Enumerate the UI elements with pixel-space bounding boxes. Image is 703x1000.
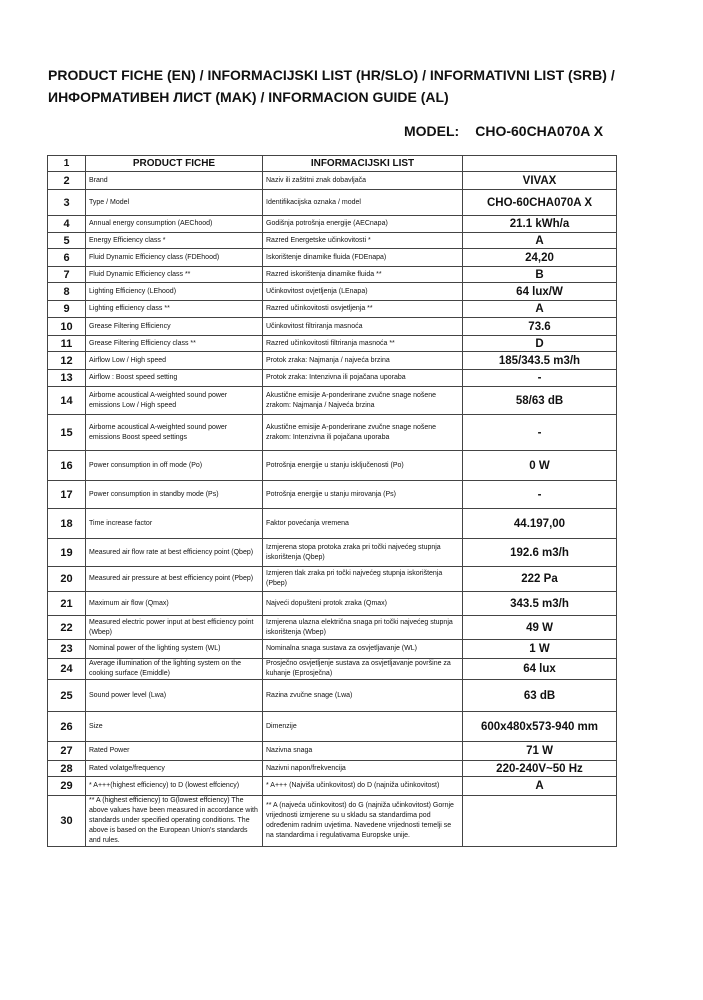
row-number: 20: [48, 567, 86, 592]
table-row: [48, 233, 617, 249]
row-number: 12: [48, 352, 86, 370]
row-value: 192.6 m3/h: [463, 539, 617, 567]
row-label-en: Grease Filtering Efficiency: [86, 318, 263, 336]
row-label-hr: Razred Energetske učinkovitosti *: [263, 233, 463, 249]
row-value: 1 W: [463, 640, 617, 659]
row-label-hr: Učinkovitost filtriranja masnoća: [263, 318, 463, 336]
row-number: 22: [48, 616, 86, 640]
row-number: 2: [48, 172, 86, 190]
row-value: 71 W: [463, 742, 617, 761]
table-row: [48, 249, 617, 267]
row-number: 19: [48, 539, 86, 567]
row-label-hr: Potrošnja energije u stanju isključenosti (Po): [263, 451, 463, 481]
row-value: 49 W: [463, 616, 617, 640]
row-label-hr: Protok zraka: Najmanja / najveća brzina: [263, 352, 463, 370]
table-row: [48, 451, 617, 481]
table-row: [48, 742, 617, 761]
row-label-en: Power consumption in standby mode (Ps): [86, 481, 263, 509]
row-value: 64 lux: [463, 659, 617, 680]
row-label-en: Energy Efficiency class *: [86, 233, 263, 249]
row-label-en: Airflow : Boost speed setting: [86, 370, 263, 387]
table-row: [48, 761, 617, 777]
table-header-row: [48, 156, 617, 172]
row-label-hr: Učinkovitost ovjetljenja (LEnapa): [263, 283, 463, 301]
table-row: [48, 370, 617, 387]
row-number: 29: [48, 777, 86, 796]
row-label-en: Measured air flow rate at best efficiency point (Qbep): [86, 539, 263, 567]
row-label-en: Size: [86, 712, 263, 742]
row-label-en: Nominal power of the lighting system (WL): [86, 640, 263, 659]
row-number: 23: [48, 640, 86, 659]
row-number: 7: [48, 267, 86, 283]
row-label-hr: Akustične emisije A-ponderirane zvučne snage nošene zrakom: Najmanja / Najveća brzina: [263, 387, 463, 415]
title-line-1: PRODUCT FICHE (EN) / INFORMACIJSKI LIST (HR/SLO) / INFORMATIVNI LIST (SRB) /: [48, 67, 615, 83]
header-number: 1: [48, 156, 86, 172]
row-label-en: Fluid Dynamic Efficiency class **: [86, 267, 263, 283]
row-label-hr: Potrošnja energije u stanju mirovanja (Ps): [263, 481, 463, 509]
row-label-hr: Nazivna snaga: [263, 742, 463, 761]
row-value: 0 W: [463, 451, 617, 481]
row-number: 28: [48, 761, 86, 777]
row-number: 15: [48, 415, 86, 451]
row-label-hr: Razred učinkovitosti osvjetljenja **: [263, 301, 463, 318]
table-row: [48, 640, 617, 659]
row-value: CHO-60CHA070A X: [463, 190, 617, 216]
row-label-en: Airflow Low / High speed: [86, 352, 263, 370]
table-row: [48, 216, 617, 233]
row-value: 185/343.5 m3/h: [463, 352, 617, 370]
row-label-en: Measured air pressure at best efficiency point (Pbep): [86, 567, 263, 592]
row-label-en: Rated Power: [86, 742, 263, 761]
row-value: A: [463, 233, 617, 249]
row-value: 222 Pa: [463, 567, 617, 592]
row-label-hr: ** A (najveća učinkovitost) do G (najniža učinkovitost) Gornje vrijednosti izmjerene su u skladu sa standardima pod određenim radnim uvjetima. Navedene vrijednosti temelji se na standardima i regulativama Europske unije.: [263, 796, 463, 847]
row-label-hr: Faktor povećanja vremena: [263, 509, 463, 539]
row-label-hr: Razred učinkovitosti filtriranja masnoća **: [263, 336, 463, 352]
header-informacijski-list: INFORMACIJSKI LIST: [263, 156, 463, 172]
row-label-en: Average illumination of the lighting system on the cooking surface (Emiddle): [86, 659, 263, 680]
row-label-hr: Prosječno osvjetljenje sustava za osvjetljavanje površine za kuhanje (Eprosječna): [263, 659, 463, 680]
row-label-en: * A+++(highest efficiency) to D (lowest effciency): [86, 777, 263, 796]
title-line-2: ИНФОРМАТИВЕН ЛИСТ (MAK) / INFORMACION GUIDE (AL): [48, 89, 449, 105]
row-label-en: ** A (highest efficiency) to G(lowest effciency) The above values have been measured in accordance with standards under specified operating conditions. The above is based on the European Union's standards and rules.: [86, 796, 263, 847]
row-label-hr: Iskorištenje dinamike fluida (FDEnapa): [263, 249, 463, 267]
row-label-hr: Identifikacijska oznaka / model: [263, 190, 463, 216]
table-row: [48, 712, 617, 742]
table-row: [48, 190, 617, 216]
product-fiche-table: [47, 155, 617, 847]
row-value: 44.197,00: [463, 509, 617, 539]
row-value: B: [463, 267, 617, 283]
row-number: 26: [48, 712, 86, 742]
row-label-hr: Protok zraka: Intenzivna ili pojačana uporaba: [263, 370, 463, 387]
row-label-hr: Najveći dopušteni protok zraka (Qmax): [263, 592, 463, 616]
row-label-en: Rated volatge/frequency: [86, 761, 263, 777]
table-row: [48, 387, 617, 415]
row-value: -: [463, 370, 617, 387]
table-row: [48, 680, 617, 712]
row-label-hr: Godišnja potrošnja energije (AECnapa): [263, 216, 463, 233]
row-label-en: Airborne acoustical A-weighted sound power emissions Boost speed settings: [86, 415, 263, 451]
row-label-hr: * A+++ (Najviša učinkovitost) do D (najniža učinkovitost): [263, 777, 463, 796]
row-label-en: Lighting Efficiency (LEhood): [86, 283, 263, 301]
table-row: [48, 567, 617, 592]
table-row: [48, 509, 617, 539]
row-value: -: [463, 415, 617, 451]
table-row: [48, 481, 617, 509]
row-label-en: Fluid Dynamic Efficiency class (FDEhood): [86, 249, 263, 267]
table-row: [48, 336, 617, 352]
row-value: 600x480x573-940 mm: [463, 712, 617, 742]
row-number: 27: [48, 742, 86, 761]
table-row: [48, 777, 617, 796]
row-number: 24: [48, 659, 86, 680]
row-number: 3: [48, 190, 86, 216]
table-row: [48, 267, 617, 283]
row-value: [463, 796, 617, 847]
row-label-en: Annual energy consumption (AEChood): [86, 216, 263, 233]
row-value: A: [463, 301, 617, 318]
row-value: 220-240V~50 Hz: [463, 761, 617, 777]
table-row: [48, 352, 617, 370]
row-label-hr: Izmjerena ulazna električna snaga pri točki najvećeg stupnja iskorištenja (Wbep): [263, 616, 463, 640]
table-row: [48, 659, 617, 680]
row-number: 14: [48, 387, 86, 415]
row-label-hr: Naziv ili zaštitni znak dobavljača: [263, 172, 463, 190]
model-heading: [404, 123, 603, 139]
row-label-en: Sound power level (Lwa): [86, 680, 263, 712]
row-number: 11: [48, 336, 86, 352]
row-number: 10: [48, 318, 86, 336]
row-number: 9: [48, 301, 86, 318]
table-row: [48, 318, 617, 336]
row-value: 21.1 kWh/a: [463, 216, 617, 233]
row-number: 17: [48, 481, 86, 509]
row-label-hr: Akustične emisije A-ponderirane zvučne snage nošene zrakom: Intenzivna ili pojačana uporaba: [263, 415, 463, 451]
table-row: [48, 172, 617, 190]
table-row: [48, 592, 617, 616]
row-label-hr: Razred iskorištenja dinamike fluida **: [263, 267, 463, 283]
table-row: [48, 796, 617, 847]
row-number: 8: [48, 283, 86, 301]
row-number: 30: [48, 796, 86, 847]
row-value: 63 dB: [463, 680, 617, 712]
page-title: [48, 64, 668, 108]
row-label-en: Lighting efficiency class **: [86, 301, 263, 318]
row-number: 4: [48, 216, 86, 233]
row-value: -: [463, 481, 617, 509]
row-value: 64 lux/W: [463, 283, 617, 301]
table-row: [48, 616, 617, 640]
table-row: [48, 301, 617, 318]
row-value: 343.5 m3/h: [463, 592, 617, 616]
row-label-hr: Nazivni napon/frekvencija: [263, 761, 463, 777]
row-number: 6: [48, 249, 86, 267]
row-label-hr: Izmjerena stopa protoka zraka pri točki najvećeg stupnja iskorištenja (Qbep): [263, 539, 463, 567]
row-value: 24,20: [463, 249, 617, 267]
row-number: 16: [48, 451, 86, 481]
row-number: 21: [48, 592, 86, 616]
row-number: 5: [48, 233, 86, 249]
table-row: [48, 283, 617, 301]
row-label-en: Measured electric power input at best efficiency point (Wbep): [86, 616, 263, 640]
row-label-en: Type / Model: [86, 190, 263, 216]
row-label-en: Grease Filtering Efficiency class **: [86, 336, 263, 352]
row-label-en: Airborne acoustical A-weighted sound power emissions Low / High speed: [86, 387, 263, 415]
row-label-hr: Izmjeren tlak zraka pri točki najvećeg stupnja iskorištenja (Pbep): [263, 567, 463, 592]
row-number: 13: [48, 370, 86, 387]
model-value: CHO-60CHA070A X: [475, 123, 604, 139]
row-label-en: Brand: [86, 172, 263, 190]
row-number: 25: [48, 680, 86, 712]
row-label-en: Power consumption in off mode (Po): [86, 451, 263, 481]
row-value: 58/63 dB: [463, 387, 617, 415]
row-value: VIVAX: [463, 172, 617, 190]
table-row: [48, 539, 617, 567]
row-value: 73.6: [463, 318, 617, 336]
row-label-en: Time increase factor: [86, 509, 263, 539]
row-label-en: Maximum air flow (Qmax): [86, 592, 263, 616]
row-label-hr: Razina zvučne snage (Lwa): [263, 680, 463, 712]
table-row: [48, 415, 617, 451]
header-value: [463, 156, 617, 172]
row-label-hr: Nominalna snaga sustava za osvjetljavanje (WL): [263, 640, 463, 659]
row-label-hr: Dimenzije: [263, 712, 463, 742]
header-product-fiche: PRODUCT FICHE: [86, 156, 263, 172]
row-number: 18: [48, 509, 86, 539]
model-label: MODEL:: [404, 123, 460, 139]
row-value: D: [463, 336, 617, 352]
row-value: A: [463, 777, 617, 796]
